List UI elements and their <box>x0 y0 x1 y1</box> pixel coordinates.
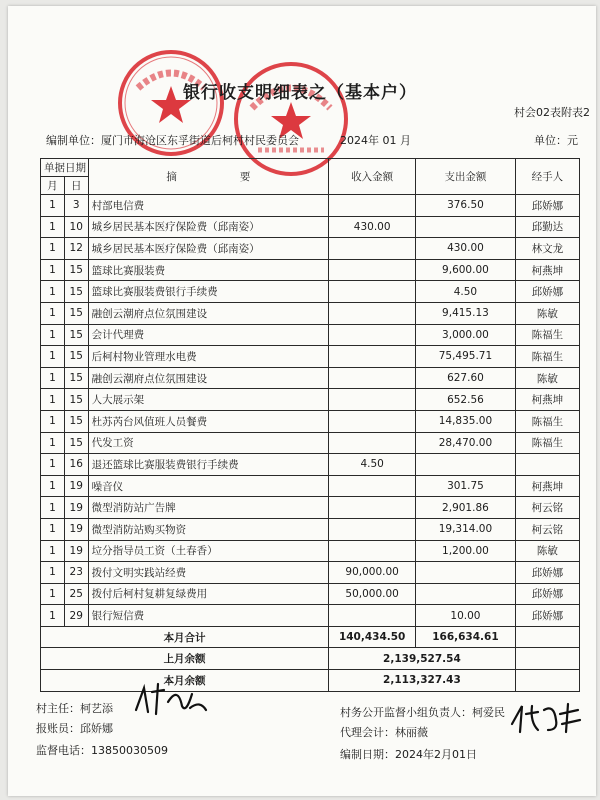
table-row <box>41 238 580 260</box>
compiling-unit: 编制单位：厦门市海沧区东孚街道后柯村村民委员会 <box>46 134 299 147</box>
summary-header: 摘 要 <box>88 159 328 195</box>
month-total-label: 本月合计 <box>41 626 329 648</box>
row-summary: 噪音仪 <box>88 475 328 497</box>
last-balance-value: 2,139,527.54 <box>329 648 516 670</box>
row-handler: 柯燕坤 <box>515 389 579 411</box>
ledger-body <box>41 195 580 627</box>
row-summary: 银行短信费 <box>88 605 328 627</box>
document-title: 银行收支明细表之（基本户） <box>183 83 417 103</box>
table-row <box>41 259 580 281</box>
row-expense: 376.50 <box>416 195 516 217</box>
row-summary: 城乡居民基本医疗保险费（邱南姿） <box>88 238 328 260</box>
row-handler: 柯云铭 <box>515 497 579 519</box>
row-expense: 10.00 <box>416 605 516 627</box>
income-header: 收入金额 <box>329 159 416 195</box>
row-month: 1 <box>41 302 65 324</box>
row-day: 16 <box>64 454 88 476</box>
row-summary: 融创云潮府点位氛围建设 <box>88 367 328 389</box>
row-day: 29 <box>64 605 88 627</box>
row-income <box>329 238 416 260</box>
row-summary: 村部电信费 <box>88 195 328 217</box>
row-summary: 拨付后柯村复耕复绿费用 <box>88 583 328 605</box>
supervisor: 村务公开监督小组负责人：柯爱民 <box>340 706 505 719</box>
table-row <box>41 518 580 540</box>
agent-accountant: 代理会计：林丽薇 <box>340 726 428 739</box>
row-handler: 邱娇娜 <box>515 195 579 217</box>
table-row <box>41 324 580 346</box>
row-day: 15 <box>64 259 88 281</box>
row-month: 1 <box>41 605 65 627</box>
row-handler: 邱娇娜 <box>515 281 579 303</box>
row-income <box>329 540 416 562</box>
row-expense: 1,200.00 <box>416 540 516 562</box>
table-row <box>41 497 580 519</box>
row-month: 1 <box>41 562 65 584</box>
row-expense: 4.50 <box>416 281 516 303</box>
village-head: 村主任：柯艺添 <box>36 702 113 715</box>
last-balance-handler <box>515 648 579 670</box>
row-handler: 林文龙 <box>515 238 579 260</box>
day-header: 日 <box>64 177 88 195</box>
row-day: 15 <box>64 389 88 411</box>
row-expense: 9,600.00 <box>416 259 516 281</box>
month-total-handler <box>515 626 579 648</box>
this-balance-value: 2,113,327.43 <box>329 670 516 692</box>
table-row <box>41 216 580 238</box>
row-summary: 退还篮球比赛服装费银行手续费 <box>88 454 328 476</box>
row-expense <box>416 562 516 584</box>
row-month: 1 <box>41 238 65 260</box>
row-expense: 627.60 <box>416 367 516 389</box>
row-month: 1 <box>41 432 65 454</box>
row-summary: 人大展示架 <box>88 389 328 411</box>
row-day: 15 <box>64 281 88 303</box>
row-day: 12 <box>64 238 88 260</box>
row-income <box>329 346 416 368</box>
row-month: 1 <box>41 410 65 432</box>
row-income <box>329 432 416 454</box>
row-month: 1 <box>41 367 65 389</box>
row-summary: 拨付文明实践站经费 <box>88 562 328 584</box>
row-income <box>329 605 416 627</box>
row-month: 1 <box>41 259 65 281</box>
row-income <box>329 195 416 217</box>
row-handler: 陈福生 <box>515 324 579 346</box>
row-expense <box>416 583 516 605</box>
row-handler: 陈敏 <box>515 540 579 562</box>
row-day: 10 <box>64 216 88 238</box>
row-day: 15 <box>64 432 88 454</box>
row-handler: 邱娇娜 <box>515 562 579 584</box>
row-day: 3 <box>64 195 88 217</box>
this-balance-row <box>41 670 580 692</box>
row-handler: 陈福生 <box>515 432 579 454</box>
row-income <box>329 389 416 411</box>
row-month: 1 <box>41 540 65 562</box>
table-row <box>41 605 580 627</box>
row-income: 4.50 <box>329 454 416 476</box>
row-handler: 邱勤达 <box>515 216 579 238</box>
table-row <box>41 540 580 562</box>
row-month: 1 <box>41 583 65 605</box>
row-expense: 652.56 <box>416 389 516 411</box>
voucher-date-header: 单据日期 <box>41 159 89 177</box>
row-income <box>329 475 416 497</box>
row-handler <box>515 454 579 476</box>
row-month: 1 <box>41 281 65 303</box>
row-expense: 75,495.71 <box>416 346 516 368</box>
row-summary: 代发工资 <box>88 432 328 454</box>
row-day: 19 <box>64 518 88 540</box>
row-summary: 垃分指导员工资（土春香） <box>88 540 328 562</box>
row-day: 15 <box>64 346 88 368</box>
row-month: 1 <box>41 195 65 217</box>
row-handler: 柯燕坤 <box>515 475 579 497</box>
row-expense: 19,314.00 <box>416 518 516 540</box>
handler-header: 经手人 <box>515 159 579 195</box>
reporter: 报账员：邱娇娜 <box>36 722 113 735</box>
table-row <box>41 583 580 605</box>
row-handler: 陈敏 <box>515 367 579 389</box>
month-total-income: 140,434.50 <box>329 626 416 648</box>
compile-date: 编制日期：2024年2月01日 <box>340 748 477 761</box>
row-day: 23 <box>64 562 88 584</box>
row-day: 25 <box>64 583 88 605</box>
row-income <box>329 302 416 324</box>
row-day: 19 <box>64 497 88 519</box>
table-row <box>41 432 580 454</box>
row-handler: 柯云铭 <box>515 518 579 540</box>
row-day: 15 <box>64 410 88 432</box>
month-header: 月 <box>41 177 65 195</box>
row-income <box>329 259 416 281</box>
form-number: 村会02表附表2 <box>514 106 590 119</box>
table-row <box>41 410 580 432</box>
row-day: 15 <box>64 324 88 346</box>
row-handler: 陈福生 <box>515 410 579 432</box>
row-expense: 430.00 <box>416 238 516 260</box>
ledger-table <box>40 158 580 692</box>
row-day: 15 <box>64 302 88 324</box>
row-month: 1 <box>41 216 65 238</box>
row-summary: 融创云潮府点位氛围建设 <box>88 302 328 324</box>
row-income: 50,000.00 <box>329 583 416 605</box>
last-balance-label: 上月余额 <box>41 648 329 670</box>
table-row <box>41 389 580 411</box>
report-period: 2024年 01 月 <box>340 134 411 147</box>
row-summary: 篮球比赛服装费银行手续费 <box>88 281 328 303</box>
row-handler: 陈福生 <box>515 346 579 368</box>
row-income <box>329 410 416 432</box>
table-row <box>41 367 580 389</box>
row-month: 1 <box>41 454 65 476</box>
table-row <box>41 454 580 476</box>
row-expense: 2,901.86 <box>416 497 516 519</box>
row-expense: 9,415.13 <box>416 302 516 324</box>
row-day: 19 <box>64 540 88 562</box>
row-income <box>329 367 416 389</box>
row-month: 1 <box>41 518 65 540</box>
row-day: 15 <box>64 367 88 389</box>
this-balance-handler <box>515 670 579 692</box>
row-month: 1 <box>41 346 65 368</box>
row-income <box>329 497 416 519</box>
row-month: 1 <box>41 324 65 346</box>
row-income <box>329 324 416 346</box>
table-row <box>41 346 580 368</box>
row-income <box>329 518 416 540</box>
row-summary: 微型消防站购买物资 <box>88 518 328 540</box>
row-summary: 会计代理费 <box>88 324 328 346</box>
table-row <box>41 281 580 303</box>
row-expense: 14,835.00 <box>416 410 516 432</box>
supervision-phone: 监督电话：13850030509 <box>36 744 168 757</box>
table-row <box>41 562 580 584</box>
row-expense <box>416 454 516 476</box>
supervisor-signature <box>508 700 584 736</box>
row-summary: 篮球比赛服装费 <box>88 259 328 281</box>
currency-unit: 单位：元 <box>534 134 578 147</box>
table-row <box>41 302 580 324</box>
table-row <box>41 195 580 217</box>
row-income <box>329 281 416 303</box>
row-summary: 微型消防站广告牌 <box>88 497 328 519</box>
month-total-expense: 166,634.61 <box>416 626 516 648</box>
table-row <box>41 475 580 497</box>
month-total-row <box>41 626 580 648</box>
row-month: 1 <box>41 475 65 497</box>
row-day: 19 <box>64 475 88 497</box>
row-expense: 28,470.00 <box>416 432 516 454</box>
row-income: 430.00 <box>329 216 416 238</box>
row-income: 90,000.00 <box>329 562 416 584</box>
row-handler: 邱娇娜 <box>515 605 579 627</box>
row-summary: 后柯村物业管理水电费 <box>88 346 328 368</box>
row-expense <box>416 216 516 238</box>
last-balance-row <box>41 648 580 670</box>
this-balance-label: 本月余额 <box>41 670 329 692</box>
row-expense: 3,000.00 <box>416 324 516 346</box>
row-summary: 杜苏芮台风值班人员餐费 <box>88 410 328 432</box>
row-handler: 邱娇娜 <box>515 583 579 605</box>
expense-header: 支出金额 <box>416 159 516 195</box>
row-expense: 301.75 <box>416 475 516 497</box>
row-month: 1 <box>41 497 65 519</box>
row-summary: 城乡居民基本医疗保险费（邱南姿） <box>88 216 328 238</box>
row-month: 1 <box>41 389 65 411</box>
row-handler: 柯燕坤 <box>515 259 579 281</box>
row-handler: 陈敏 <box>515 302 579 324</box>
village-head-signature <box>130 680 210 720</box>
